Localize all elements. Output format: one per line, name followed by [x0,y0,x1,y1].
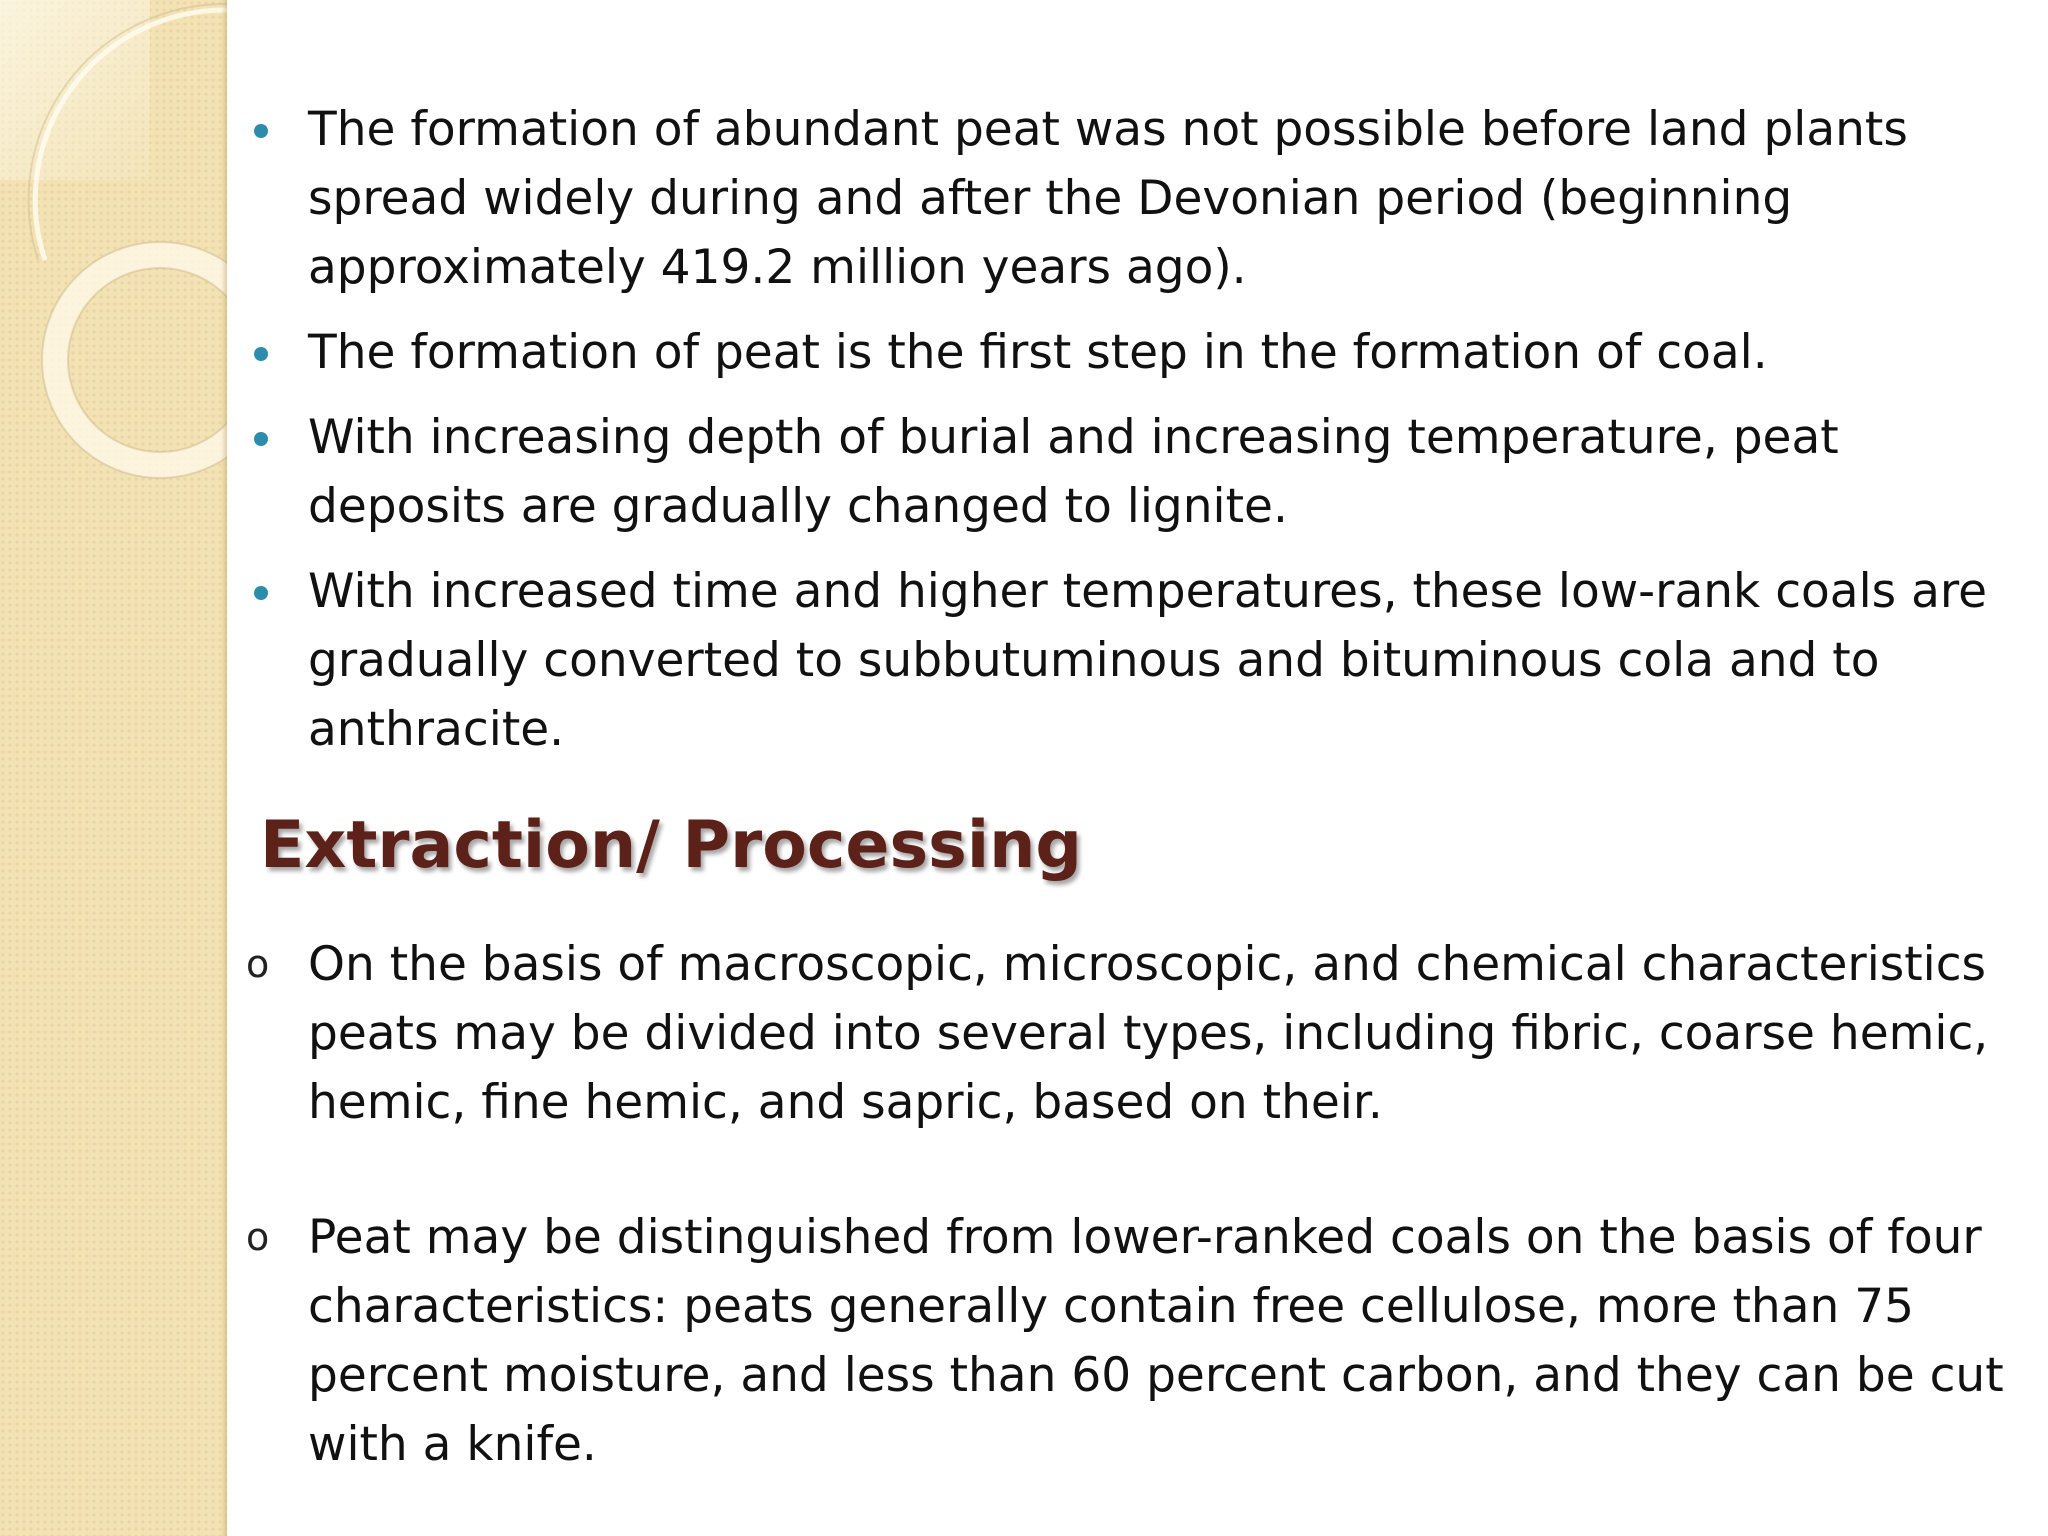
bullet-item [240,95,2030,302]
decorative-rings [0,0,227,520]
bullet-text: The formation of peat is the first step in the formation of coal. [308,325,1768,380]
bullet-item [240,403,2030,541]
sidebar-edge-shadow [221,0,227,1536]
bullet-text: With increasing depth of burial and increasing temperature, peat deposits are gradually changed to lignite. [308,410,1839,534]
bullet-dot-icon [254,586,268,600]
bullet-item [240,557,2030,764]
bullet-dot-icon [254,432,268,446]
hollow-bullet-icon: o [246,1215,270,1259]
bullet-dot-icon [254,347,268,361]
bullet-text: The formation of abundant peat was not possible before land plants spread widely during and after the Devonian period (beginning approximately 419.2 million years ago). [308,102,1908,295]
section-bullet-list [240,930,2030,1479]
hollow-bullet-icon: o [246,942,270,986]
section-bullet-item [240,930,2030,1137]
small-ring [55,255,227,465]
section-bullet-text: Peat may be distinguished from lower-ranked coals on the basis of four characteristics: peats generally contain free cellulose, more than 75 percent moisture, and less than 60 percent carbon, and they can be cut with a knife. [308,1210,2004,1472]
top-bullet-list [240,95,2030,764]
large-ring-arc [35,10,227,260]
section-bullet-text: On the basis of macroscopic, microscopic, and chemical characteristics peats may be divided into several types, including fibric, coarse hemic, hemic, fine hemic, and sapric, based on their. [308,937,1989,1130]
section-heading: Extraction/ Processing [260,808,1082,883]
bullet-item [240,318,2030,387]
slide-content [240,95,2030,1536]
bullet-text: With increased time and higher temperatures, these low-rank coals are gradually converted to subbutuminous and bituminous cola and to anthracite. [308,564,1988,757]
decorative-sidebar [0,0,227,1536]
bullet-dot-icon [254,124,268,138]
section-bullet-item [240,1203,2030,1479]
